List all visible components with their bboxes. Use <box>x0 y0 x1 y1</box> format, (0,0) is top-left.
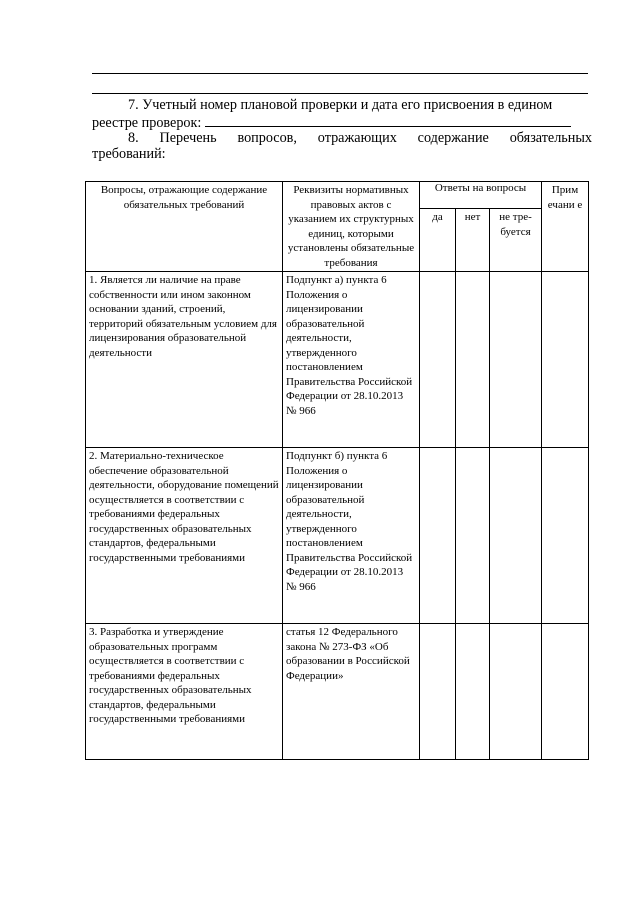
header-answers: Ответы на вопросы <box>420 182 542 209</box>
note-cell[interactable] <box>542 624 589 760</box>
answer-no-cell[interactable] <box>456 448 490 624</box>
requisite-cell: Подпункт б) пункта 6 Положения о лицензировании образовательной деятельности, утвержденного постановлением Правительства Российской Федерации от 28.10.2013 № 966 <box>283 448 420 624</box>
blank-line-2 <box>92 93 588 94</box>
item-8-line-1: 8. Перечень вопросов, отражающих содержание обязательных <box>128 130 592 146</box>
header-not-required: не тре-буется <box>490 209 542 272</box>
question-cell: 3. Разработка и утверждение образовательных программ осуществляется в соответствии с требованиями федеральных государственных образовательных стандартов, федеральными государственными требованиями <box>86 624 283 760</box>
answer-yes-cell[interactable] <box>420 448 456 624</box>
blank-line-1 <box>92 73 588 74</box>
answer-no-cell[interactable] <box>456 624 490 760</box>
header-note: Прим ечани е <box>542 182 589 272</box>
header-requisites: Реквизиты нормативных правовых актов с указанием их структурных единиц, которыми установлены обязательные требования <box>283 182 420 272</box>
question-cell: 1. Является ли наличие на праве собственности или ином законном основании зданий, строений, территорий обязательным условием для лицензирования образовательной деятельности <box>86 272 283 448</box>
question-cell: 2. Материально-техническое обеспечение образовательной деятельности, оборудование помещений осуществляется в соответствии с требованиями федеральных государственных образовательных стандартов, федеральными государственными требованиями <box>86 448 283 624</box>
table-row <box>86 624 589 760</box>
item-8-line-2: требований: <box>92 146 166 162</box>
header-yes: да <box>420 209 456 272</box>
table-row <box>86 448 589 624</box>
answer-yes-cell[interactable] <box>420 272 456 448</box>
requisite-cell: Подпункт а) пункта 6 Положения о лицензировании образовательной деятельности, утвержденного постановлением Правительства Российской Федерации от 28.10.2013 № 966 <box>283 272 420 448</box>
table-row <box>86 272 589 448</box>
answer-no-cell[interactable] <box>456 272 490 448</box>
requirements-table <box>85 181 589 760</box>
item-7-text: 7. Учетный номер плановой проверки и дата его присвоения в едином реестре проверок: <box>92 97 553 131</box>
header-no: нет <box>456 209 490 272</box>
answer-not-required-cell[interactable] <box>490 448 542 624</box>
registry-number-blank[interactable] <box>205 113 571 127</box>
note-cell[interactable] <box>542 272 589 448</box>
item-7-paragraph <box>92 97 592 131</box>
answer-not-required-cell[interactable] <box>490 272 542 448</box>
requisite-cell: статья 12 Федерального закона № 273-ФЗ «Об образовании в Российской Федерации» <box>283 624 420 760</box>
answer-yes-cell[interactable] <box>420 624 456 760</box>
header-questions: Вопросы, отражающие содержание обязательных требований <box>86 182 283 272</box>
answer-not-required-cell[interactable] <box>490 624 542 760</box>
note-cell[interactable] <box>542 448 589 624</box>
table-header-row <box>86 182 589 209</box>
